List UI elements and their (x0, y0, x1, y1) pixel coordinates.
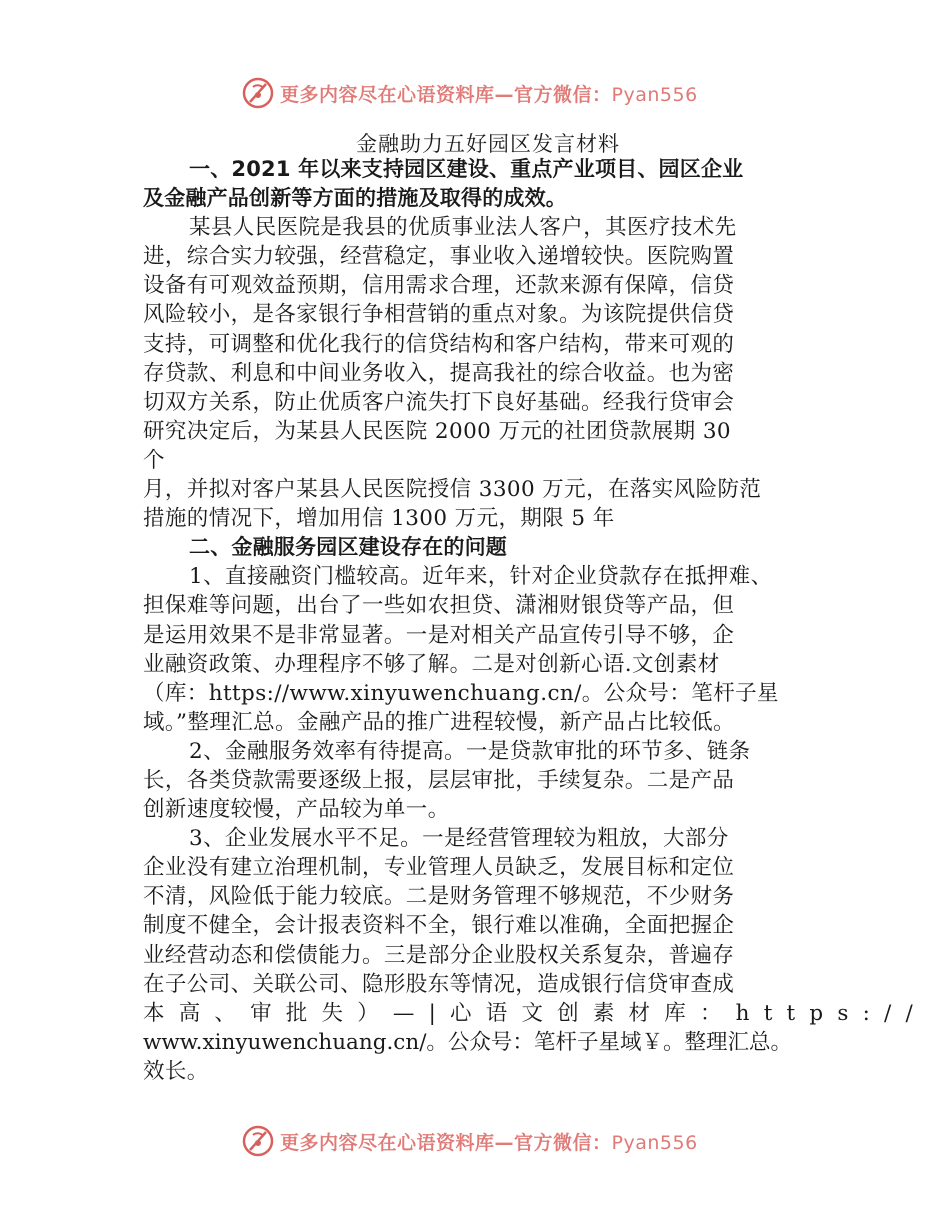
paragraph-line: 设备有可观效益预期，信用需求合理，还款来源有保障，信贷 (143, 273, 735, 299)
paragraph-line: 支持，可调整和优化我行的信贷结构和客户结构，带来可观的 (143, 331, 735, 357)
paragraph-line: 长，各类贷款需要逐级上报，层层审批，手续复杂。二是产品 (143, 767, 735, 793)
paragraph-line: 切双方关系，防止优质客户流失打下良好基础。经我行贷审会 (143, 389, 735, 415)
paragraph-line: 不清，风险低于能力较底。二是财务管理不够规范，不少财务 (143, 884, 735, 910)
paragraph-line: www.xinyuwenchuang.cn/。公众号：笔杆子星域￥。整理汇总。 (143, 1029, 792, 1055)
paragraph-line: 效长。 (143, 1058, 209, 1084)
section-heading: 二、金融服务园区建设存在的问题 (189, 535, 507, 560)
paragraph-line: 某县人民医院是我县的优质事业法人客户，其医疗技术先 (189, 215, 737, 241)
paragraph-line: 是运用效果不是非常显著。一是对相关产品宣传引导不够，企 (143, 622, 735, 648)
paragraph-line: 域。”整理汇总。金融产品的推广进程较慢，新产品占比较低。 (143, 709, 735, 735)
paragraph-line: 存贷款、利息和中间业务收入，提高我社的综合收益。也为密 (143, 360, 735, 386)
watermark-text: 更多内容尽在心语资料库—官方微信：Pyan556 (280, 84, 698, 106)
paragraph-line: 企业没有建立治理机制，专业管理人员缺乏，发展目标和定位 (143, 855, 735, 881)
paragraph-line: 进，综合实力较强，经营稳定，事业收入递增较快。医院购置 (143, 244, 735, 270)
paragraph-line: 业融资政策、办理程序不够了解。二是对创新心语.文创素材 (143, 651, 720, 677)
header-watermark (0, 74, 950, 114)
paragraph-line: 制度不健全，会计报表资料不全，银行难以准确，全面把握企 (143, 913, 735, 939)
watermark-text: 更多内容尽在心语资料库—官方微信：Pyan556 (280, 1132, 698, 1154)
paragraph-line: 1、直接融资门槛较高。近年来，针对企业贷款存在抵押难、 (189, 564, 773, 590)
paragraph-line: 在子公司、关联公司、隐形股东等情况，造成银行信贷审查成 (143, 971, 735, 997)
paragraph-line: 3、企业发展水平不足。一是经营管理较为粗放，大部分 (189, 826, 729, 852)
paragraph-line: 2、金融服务效率有待提高。一是贷款审批的环节多、链条 (189, 738, 751, 764)
seal-logo-icon (241, 1124, 275, 1158)
paragraph-line: 措施的情况下，增加用信 1300 万元，期限 5 年 (143, 506, 615, 532)
paragraph-line: 月，并拟对客户某县人民医院授信 3300 万元，在落实风险防范 (143, 477, 762, 503)
footer-watermark (0, 1122, 950, 1162)
paragraph-line: 风险较小，是各家银行争相营销的重点对象。为该院提供信贷 (143, 302, 735, 328)
section-heading: 一、2021 年以来支持园区建设、重点产业项目、园区企业 (189, 157, 744, 181)
paragraph-line: 业经营动态和偿债能力。三是部分企业股权关系复杂，普遍存 (143, 942, 735, 968)
paragraph-line: （库：https://www.xinyuwenchuang.cn/。公众号：笔杆子星 (143, 680, 779, 706)
seal-logo-icon (241, 76, 275, 110)
paragraph-line: 创新速度较慢，产品较为单一。 (143, 797, 450, 823)
section-heading-cont: 及金融产品创新等方面的措施及取得的成效。 (143, 186, 567, 211)
paragraph-line: 个 (143, 447, 165, 473)
paragraph-line: 研究决定后，为某县人民医院 2000 万元的社团贷款展期 30 (143, 418, 731, 444)
document-body (143, 155, 927, 1086)
document-title: 金融助力五好园区发言材料 (356, 132, 620, 156)
paragraph-line: 担保难等问题，出台了一些如农担贷、潇湘财银贷等产品，但 (143, 593, 735, 619)
paragraph-line-justified: 本高、审批失）—|心语文创素材库：https:// (143, 1000, 927, 1026)
